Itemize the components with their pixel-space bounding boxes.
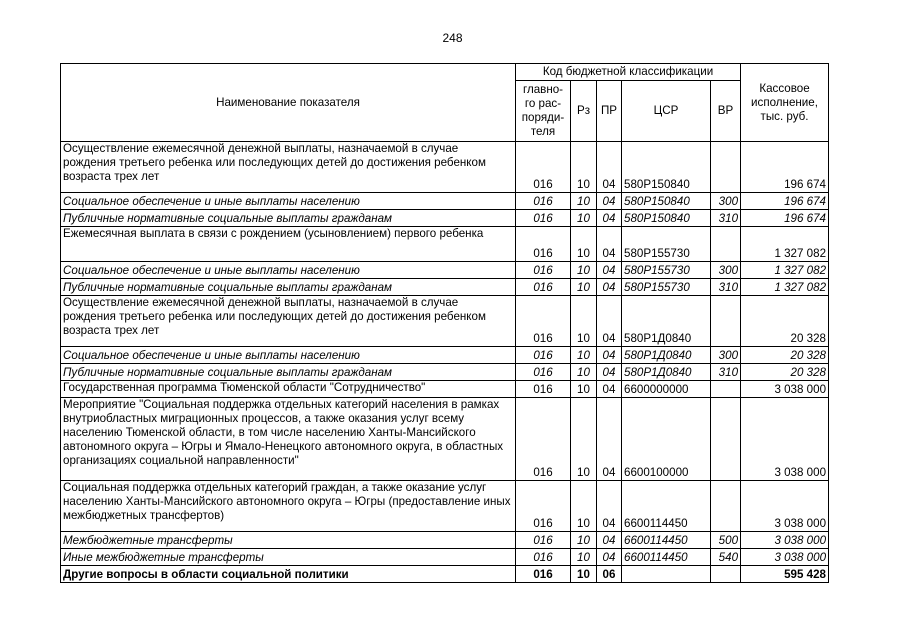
cell-vr: 310 bbox=[711, 364, 741, 381]
cell-amount: 20 328 bbox=[741, 364, 829, 381]
cell-pr: 04 bbox=[597, 262, 622, 279]
table-row bbox=[61, 364, 829, 381]
table-row bbox=[61, 347, 829, 364]
cell-name: Мероприятие "Социальная поддержка отдельных категорий населения в рамках внутриобластных миграционных процессов, а также оказания услуг всему населению Тюменской области, в том числе населению Ханты-Мансийского автономного округа – Югры и Ямало-Ненецкого автономного округа, в областных организациях социальной направленности" bbox=[61, 398, 516, 481]
cell-pr: 04 bbox=[597, 532, 622, 549]
cell-amount: 196 674 bbox=[741, 193, 829, 210]
cell-pr: 04 bbox=[597, 481, 622, 532]
cell-amount: 3 038 000 bbox=[741, 398, 829, 481]
cell-vr bbox=[711, 398, 741, 481]
cell-grbs: 016 bbox=[516, 142, 571, 193]
cell-grbs: 016 bbox=[516, 347, 571, 364]
cell-name: Социальная поддержка отдельных категорий граждан, а также оказание услуг населению Ханты-Мансийского автономного округа – Югры (предоставление иных межбюджетных трансфертов) bbox=[61, 481, 516, 532]
cell-csr: 6600000000 bbox=[622, 381, 711, 398]
cell-grbs: 016 bbox=[516, 227, 571, 262]
cell-pr: 04 bbox=[597, 279, 622, 296]
cell-grbs: 016 bbox=[516, 296, 571, 347]
cell-csr: 580P155730 bbox=[622, 227, 711, 262]
cell-vr bbox=[711, 296, 741, 347]
cell-csr: 580P150840 bbox=[622, 210, 711, 227]
cell-amount: 20 328 bbox=[741, 347, 829, 364]
cell-grbs: 016 bbox=[516, 532, 571, 549]
cell-pr: 04 bbox=[597, 142, 622, 193]
cell-amount: 1 327 082 bbox=[741, 279, 829, 296]
cell-pr: 04 bbox=[597, 296, 622, 347]
cell-csr: 6600114450 bbox=[622, 481, 711, 532]
cell-amount: 196 674 bbox=[741, 210, 829, 227]
cell-pr: 06 bbox=[597, 566, 622, 583]
cell-rz: 10 bbox=[571, 279, 597, 296]
header-pr: ПР bbox=[597, 81, 622, 142]
cell-grbs: 016 bbox=[516, 481, 571, 532]
cell-name: Публичные нормативные социальные выплаты гражданам bbox=[61, 210, 516, 227]
cell-vr: 300 bbox=[711, 193, 741, 210]
cell-csr: 6600114450 bbox=[622, 532, 711, 549]
cell-amount: 3 038 000 bbox=[741, 481, 829, 532]
table-row bbox=[61, 210, 829, 227]
cell-amount: 20 328 bbox=[741, 296, 829, 347]
cell-csr: 580P150840 bbox=[622, 193, 711, 210]
table-row bbox=[61, 296, 829, 347]
cell-rz: 10 bbox=[571, 142, 597, 193]
cell-csr: 580P155730 bbox=[622, 262, 711, 279]
cell-amount: 3 038 000 bbox=[741, 381, 829, 398]
cell-vr: 500 bbox=[711, 532, 741, 549]
cell-amount: 3 038 000 bbox=[741, 549, 829, 566]
cell-grbs: 016 bbox=[516, 193, 571, 210]
table-row bbox=[61, 532, 829, 549]
header-name: Наименование показателя bbox=[61, 64, 516, 142]
cell-name: Социальное обеспечение и иные выплаты населению bbox=[61, 193, 516, 210]
cell-csr: 6600100000 bbox=[622, 398, 711, 481]
cell-pr: 04 bbox=[597, 227, 622, 262]
cell-amount: 1 327 082 bbox=[741, 227, 829, 262]
budget-execution-table bbox=[60, 63, 829, 583]
cell-grbs: 016 bbox=[516, 566, 571, 583]
cell-name: Публичные нормативные социальные выплаты гражданам bbox=[61, 364, 516, 381]
cell-pr: 04 bbox=[597, 364, 622, 381]
cell-name: Другие вопросы в области социальной политики bbox=[61, 566, 516, 583]
cell-rz: 10 bbox=[571, 566, 597, 583]
cell-name: Иные межбюджетные трансферты bbox=[61, 549, 516, 566]
table-row bbox=[61, 566, 829, 583]
cell-vr: 300 bbox=[711, 347, 741, 364]
table-body bbox=[61, 142, 829, 583]
cell-rz: 10 bbox=[571, 398, 597, 481]
cell-vr bbox=[711, 481, 741, 532]
header-grbs: главно- го рас- поряди- теля bbox=[516, 81, 571, 142]
cell-name: Межбюджетные трансферты bbox=[61, 532, 516, 549]
cell-vr bbox=[711, 381, 741, 398]
table-row bbox=[61, 142, 829, 193]
header-vr: ВР bbox=[711, 81, 741, 142]
cell-csr: 580P1Д0840 bbox=[622, 364, 711, 381]
table-row bbox=[61, 381, 829, 398]
cell-name: Ежемесячная выплата в связи с рождением (усыновлением) первого ребенка bbox=[61, 227, 516, 262]
header-code-group: Код бюджетной классификации bbox=[516, 64, 741, 81]
table-row bbox=[61, 549, 829, 566]
cell-vr: 310 bbox=[711, 279, 741, 296]
cell-pr: 04 bbox=[597, 381, 622, 398]
cell-name: Публичные нормативные социальные выплаты гражданам bbox=[61, 279, 516, 296]
cell-pr: 04 bbox=[597, 210, 622, 227]
cell-vr: 300 bbox=[711, 262, 741, 279]
cell-name: Социальное обеспечение и иные выплаты населению bbox=[61, 347, 516, 364]
cell-amount: 196 674 bbox=[741, 142, 829, 193]
page-number: 248 bbox=[442, 31, 463, 45]
cell-name: Осуществление ежемесячной денежной выплаты, назначаемой в случае рождения третьего ребенка или последующих детей до достижения ребенком возраста трех лет bbox=[61, 142, 516, 193]
cell-grbs: 016 bbox=[516, 398, 571, 481]
cell-rz: 10 bbox=[571, 210, 597, 227]
cell-csr: 580P150840 bbox=[622, 142, 711, 193]
cell-name: Осуществление ежемесячной денежной выплаты, назначаемой в случае рождения третьего ребенка или последующих детей до достижения ребенком возраста трех лет bbox=[61, 296, 516, 347]
cell-vr bbox=[711, 566, 741, 583]
cell-name: Социальное обеспечение и иные выплаты населению bbox=[61, 262, 516, 279]
cell-rz: 10 bbox=[571, 364, 597, 381]
cell-pr: 04 bbox=[597, 549, 622, 566]
cell-rz: 10 bbox=[571, 532, 597, 549]
cell-pr: 04 bbox=[597, 398, 622, 481]
cell-csr: 580P155730 bbox=[622, 279, 711, 296]
table-row bbox=[61, 398, 829, 481]
cell-name: Государственная программа Тюменской области "Сотрудничество" bbox=[61, 381, 516, 398]
cell-csr: 580P1Д0840 bbox=[622, 347, 711, 364]
table-row bbox=[61, 227, 829, 262]
header-csr: ЦСР bbox=[622, 81, 711, 142]
header-rz: Рз bbox=[571, 81, 597, 142]
cell-rz: 10 bbox=[571, 347, 597, 364]
cell-rz: 10 bbox=[571, 262, 597, 279]
table-row bbox=[61, 279, 829, 296]
cell-grbs: 016 bbox=[516, 364, 571, 381]
cell-vr bbox=[711, 142, 741, 193]
table-row bbox=[61, 262, 829, 279]
cell-vr bbox=[711, 227, 741, 262]
cell-rz: 10 bbox=[571, 381, 597, 398]
cell-rz: 10 bbox=[571, 481, 597, 532]
cell-vr: 540 bbox=[711, 549, 741, 566]
cell-pr: 04 bbox=[597, 347, 622, 364]
cell-rz: 10 bbox=[571, 296, 597, 347]
cell-grbs: 016 bbox=[516, 381, 571, 398]
table-row bbox=[61, 481, 829, 532]
table-row bbox=[61, 193, 829, 210]
cell-csr bbox=[622, 566, 711, 583]
cell-pr: 04 bbox=[597, 193, 622, 210]
cell-grbs: 016 bbox=[516, 279, 571, 296]
cell-grbs: 016 bbox=[516, 210, 571, 227]
cell-rz: 10 bbox=[571, 549, 597, 566]
cell-vr: 310 bbox=[711, 210, 741, 227]
cell-amount: 1 327 082 bbox=[741, 262, 829, 279]
cell-grbs: 016 bbox=[516, 262, 571, 279]
cell-rz: 10 bbox=[571, 193, 597, 210]
cell-rz: 10 bbox=[571, 227, 597, 262]
header-amount: Кассовое исполнение, тыс. руб. bbox=[741, 64, 829, 142]
cell-csr: 580P1Д0840 bbox=[622, 296, 711, 347]
cell-grbs: 016 bbox=[516, 549, 571, 566]
cell-csr: 6600114450 bbox=[622, 549, 711, 566]
cell-amount: 3 038 000 bbox=[741, 532, 829, 549]
cell-amount: 595 428 bbox=[741, 566, 829, 583]
